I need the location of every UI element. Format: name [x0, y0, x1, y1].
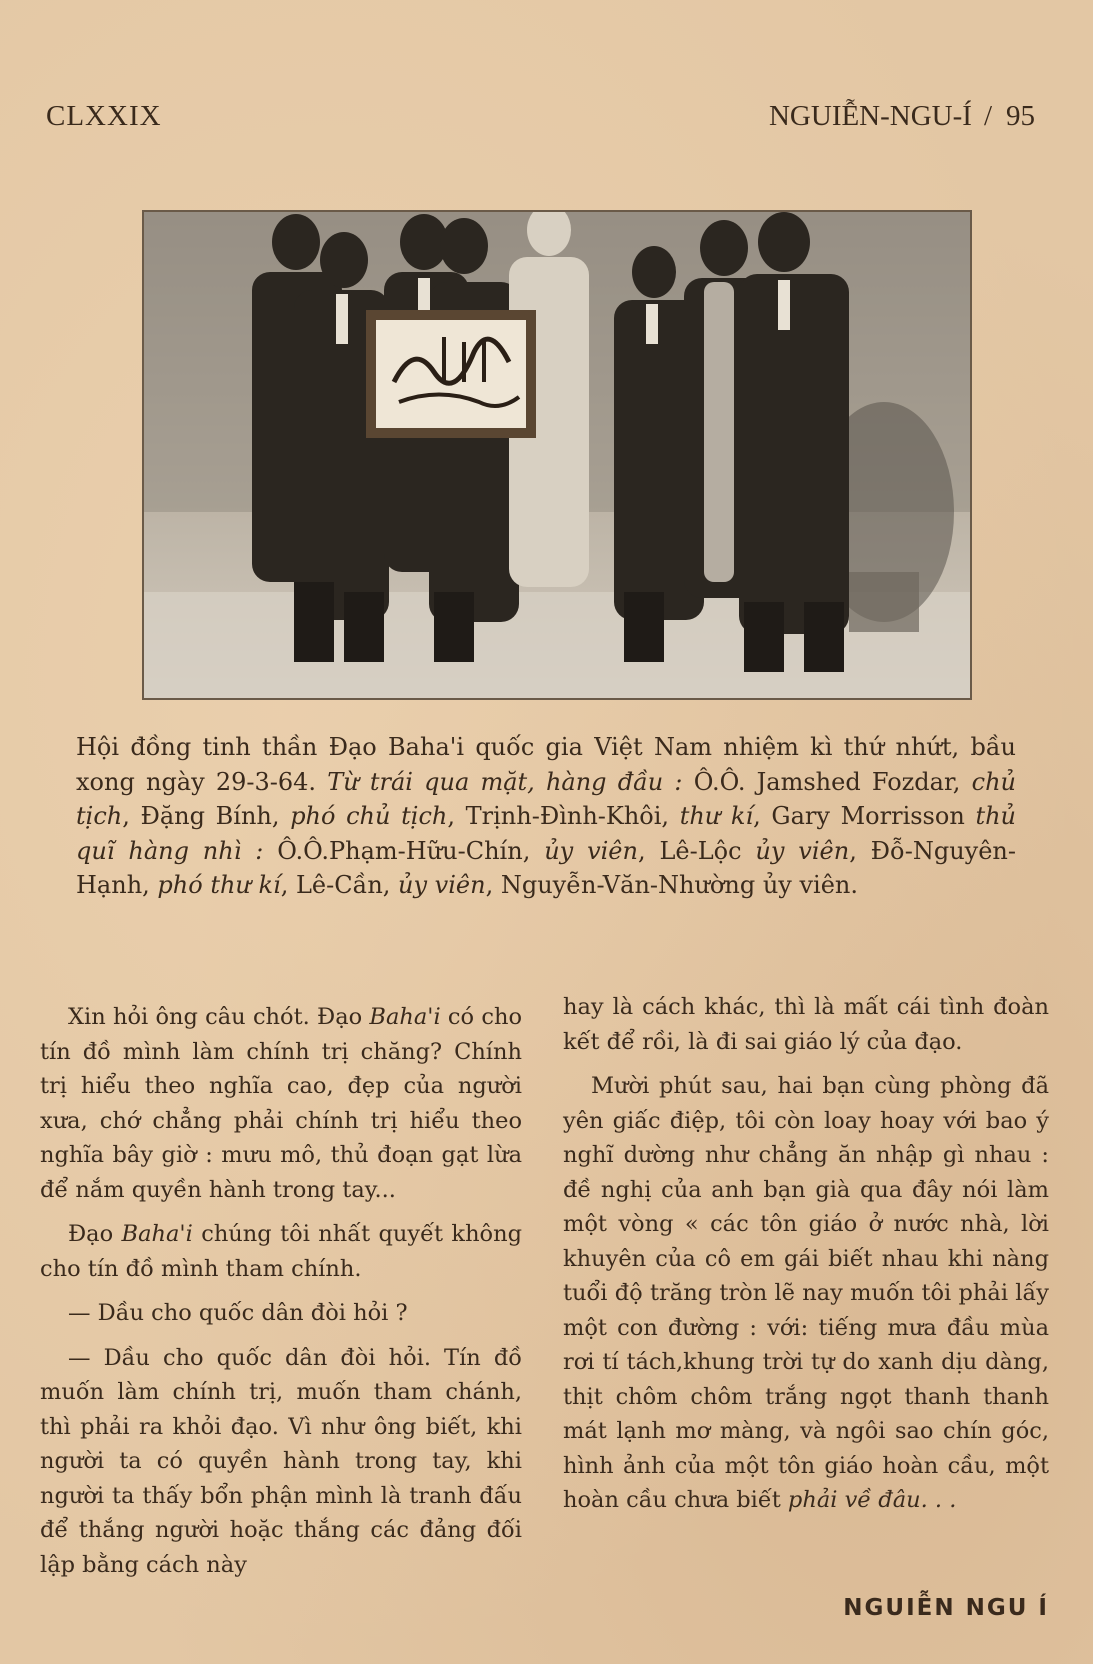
paragraph: [563, 1069, 1049, 1518]
caption-text: Hội đồng tinh thần Đạo Baha'i quốc gia Việt Nam nhiệm kì thứ nhứt, bầu xong ngày 29-3-64.: [76, 733, 1016, 796]
caption-text: , Lê-Lộc: [637, 836, 756, 865]
caption-text: , Trịnh-Đình-Khôi,: [447, 802, 680, 830]
caption-text: , Gary Morrisson: [753, 802, 976, 830]
caption-italic: phó chủ tịch: [290, 802, 448, 830]
left-column: [40, 1000, 522, 1592]
running-title: NGUIỄN-NGU-Í: [768, 100, 972, 132]
paragraph: [40, 1000, 522, 1207]
text-run: Mười phút sau, hai bạn cùng phòng đã yên giấc điệp, tôi còn loay hoay với bao ý nghĩ dường như chẳng ăn nhập gì nhau : đề nghị của anh bạn già qua đây nói làm một vòng « các tôn giáo ở nước nhà, lời khuyên của cô em gái biết nhau khi nàng tuổi độ trăng tròn lẽ nay muốn tôi phải lấy một con đường : với: tiếng mưa đầu mùa rơi tí tách,khung trời tự do xanh dịu dàng, thịt chôm chôm trắng ngọt thanh thanh mát lạnh mơ màng, và ngôi sao chín góc, hình ảnh của một tôn giáo hoàn cầu, một hoàn cầu chưa biết: [563, 1073, 1049, 1513]
page-number: 95: [1006, 100, 1035, 132]
caption-italic: ủy viên: [544, 836, 638, 865]
caption-italic: ủy viên: [755, 836, 850, 865]
paragraph: — Dầu cho quốc dân đòi hỏi ?: [68, 1300, 408, 1326]
caption-text: , Nguyễn-Văn-Nhường ủy viên.: [485, 871, 858, 899]
header-separator: /: [983, 100, 992, 132]
author-signature: NGUIỄN NGU Í: [843, 1595, 1049, 1621]
photo-caption: [76, 730, 1016, 903]
folio-roman: CLXXIX: [46, 100, 162, 132]
caption-italic: Từ trái qua mặt, hàng đầu :: [327, 767, 683, 796]
page-header: [46, 100, 1035, 140]
caption-italic: chủ tịch: [76, 767, 1016, 830]
paragraph: hay là cách khác, thì là mất cái tình đoàn kết để rồi, là đi sai giáo lý của đạo.: [563, 994, 1049, 1055]
text-run: có cho tín đồ mình làm chính trị chăng? Chính trị hiểu theo nghĩa cao, đẹp của người xưa, chớ chẳng phải chính trị hiểu theo nghĩa bây giờ : mưu mô, thủ đoạn gạt lừa để nắm quyền hành trong tay...: [40, 1004, 522, 1203]
paragraph: [40, 1217, 522, 1286]
text-italic: phải về đâu. . .: [787, 1487, 957, 1513]
caption-text: Ô.Ô. Jamshed Fozdar,: [682, 767, 972, 796]
running-head: [769, 100, 1035, 133]
text-italic: Baha'i: [369, 1004, 441, 1030]
group-photo-icon: [144, 212, 970, 698]
caption-text: Ô.Ô.Phạm-Hữu-Chín,: [263, 836, 545, 865]
caption-italic: thư kí: [679, 802, 754, 830]
caption-italic: phó thư kí: [157, 871, 281, 899]
caption-italic: ủy viên: [398, 871, 486, 899]
caption-italic: thủ quĩ hàng nhì :: [76, 802, 1017, 865]
text-run: Xin hỏi ông câu chót. Đạo: [68, 1004, 370, 1030]
caption-text: , Đặng Bính,: [122, 802, 291, 830]
text-run: Đạo: [68, 1221, 122, 1247]
paragraph: — Dầu cho quốc dân đòi hỏi. Tín đồ muốn làm chính trị, muốn tham chánh, thì phải ra khỏi đạo. Vì như ông biết, khi người ta có quyền hành trong tay, khi người ta thấy bổn phận mình là tranh đấu để thắng người hoặc thắng các đảng đối lập bằng cách này: [40, 1344, 522, 1578]
right-column: [563, 990, 1049, 1528]
text-italic: Baha'i: [121, 1221, 193, 1247]
text-run: chúng tôi nhất quyết không cho tín đồ mình tham chính.: [40, 1221, 523, 1282]
caption-text: , Lê-Cần,: [280, 871, 399, 899]
group-photo: [142, 210, 972, 700]
caption-text: , Đỗ-Nguyên-Hạnh,: [76, 836, 1016, 899]
